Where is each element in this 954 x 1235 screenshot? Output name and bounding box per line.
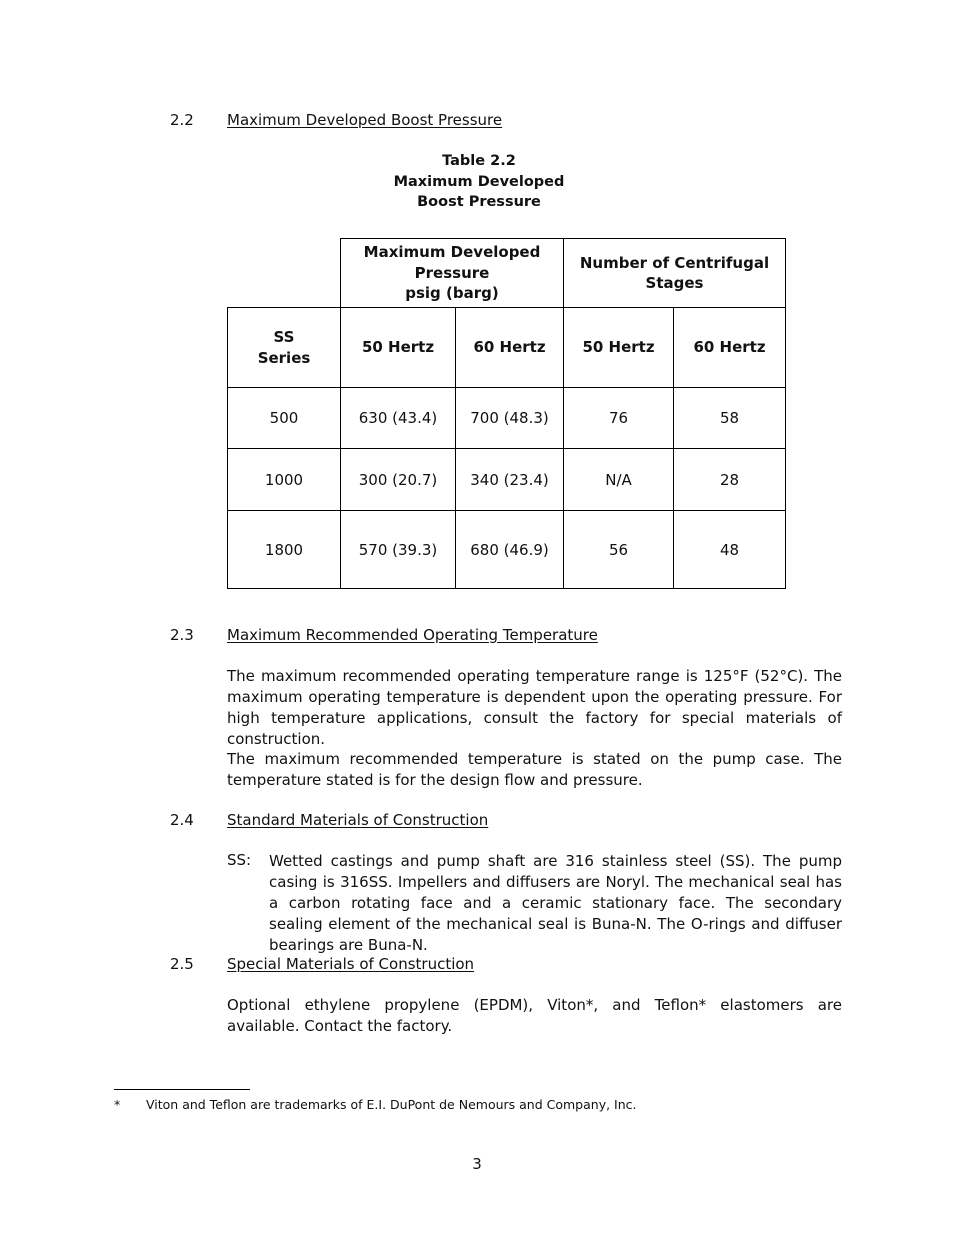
table-cell: N/A <box>564 449 674 511</box>
section-title-2-4: Standard Materials of Construction <box>227 811 489 829</box>
section-number-2-4: 2.4 <box>170 811 194 829</box>
header-line: Series <box>257 348 311 367</box>
column-header: 60 Hertz <box>674 308 786 388</box>
header-line: Number of Centrifugal <box>579 253 770 272</box>
table-cell: 300 (20.7) <box>341 449 456 511</box>
header-line: psig (barg) <box>405 284 499 303</box>
caption-line: Maximum Developed <box>393 173 565 190</box>
table-cell: 500 <box>228 388 341 449</box>
table-cell: 680 (46.9) <box>456 511 564 589</box>
footnote-divider <box>114 1089 250 1090</box>
table-cell: 56 <box>564 511 674 589</box>
header-line: Pressure <box>414 263 490 282</box>
caption-line: Table 2.2 <box>442 153 516 169</box>
paragraph-temperature-case: The maximum recommended temperature is stated on the pump case. The temperature stated is for the design flow and pressure. <box>227 750 842 789</box>
section-title-2-3: Maximum Recommended Operating Temperature <box>227 626 598 644</box>
table-group-header-row <box>228 239 786 308</box>
table-cell: 28 <box>674 449 786 511</box>
table-column-header-row <box>228 308 786 388</box>
section-title-2-2: Maximum Developed Boost Pressure <box>227 111 503 129</box>
column-header-series <box>228 308 341 388</box>
column-header: 60 Hertz <box>456 308 564 388</box>
column-header: 50 Hertz <box>564 308 674 388</box>
footnote-text: Viton and Teflon are trademarks of E.I. DuPont de Nemours and Company, Inc. <box>146 1097 637 1112</box>
column-header: 50 Hertz <box>341 308 456 388</box>
table-row <box>228 388 786 449</box>
table-cell: 48 <box>674 511 786 589</box>
table-cell: 76 <box>564 388 674 449</box>
paragraph-temperature-range: The maximum recommended operating temperature range is 125°F (52°C). The maximum operating temperature is dependent upon the operating pressure. For high temperature applications, consult the factory for special materials of construction. <box>227 667 842 748</box>
table-cell: 340 (23.4) <box>456 449 564 511</box>
table-cell: 570 (39.3) <box>341 511 456 589</box>
header-line: SS <box>273 328 295 346</box>
page-number: 3 <box>472 1155 482 1173</box>
table-caption <box>300 151 658 213</box>
group-header-stages <box>564 239 786 308</box>
boost-pressure-table <box>227 238 786 589</box>
header-line: Stages <box>645 274 704 292</box>
paragraph-special-materials: Optional ethylene propylene (EPDM), Viton*, and Teflon* elastomers are available. Contact the factory. <box>227 996 842 1035</box>
section-number-2-2: 2.2 <box>170 111 194 129</box>
paragraph-standard-materials: Wetted castings and pump shaft are 316 stainless steel (SS). The pump casing is 316SS. Impellers and diffusers are Noryl. The mechanical seal has a carbon rotating face and a ceramic stationary face. The secondary sealing element of the mechanical seal is Buna-N. The O-rings and diffuser bearings are Buna-N. <box>269 852 842 954</box>
header-line: Maximum Developed <box>363 243 541 262</box>
table-cell: 630 (43.4) <box>341 388 456 449</box>
group-header-pressure <box>341 239 564 308</box>
caption-line: Boost Pressure <box>417 194 541 210</box>
table-cell: 700 (48.3) <box>456 388 564 449</box>
table-empty-corner <box>228 239 341 308</box>
footnote-marker: * <box>114 1097 121 1112</box>
table-cell: 1800 <box>228 511 341 589</box>
table-cell: 1000 <box>228 449 341 511</box>
table-cell: 58 <box>674 388 786 449</box>
table-row <box>228 449 786 511</box>
materials-label: SS: <box>227 851 252 869</box>
section-number-2-5: 2.5 <box>170 955 194 973</box>
section-number-2-3: 2.3 <box>170 626 194 644</box>
section-title-2-5: Special Materials of Construction <box>227 955 475 973</box>
table-row <box>228 511 786 589</box>
